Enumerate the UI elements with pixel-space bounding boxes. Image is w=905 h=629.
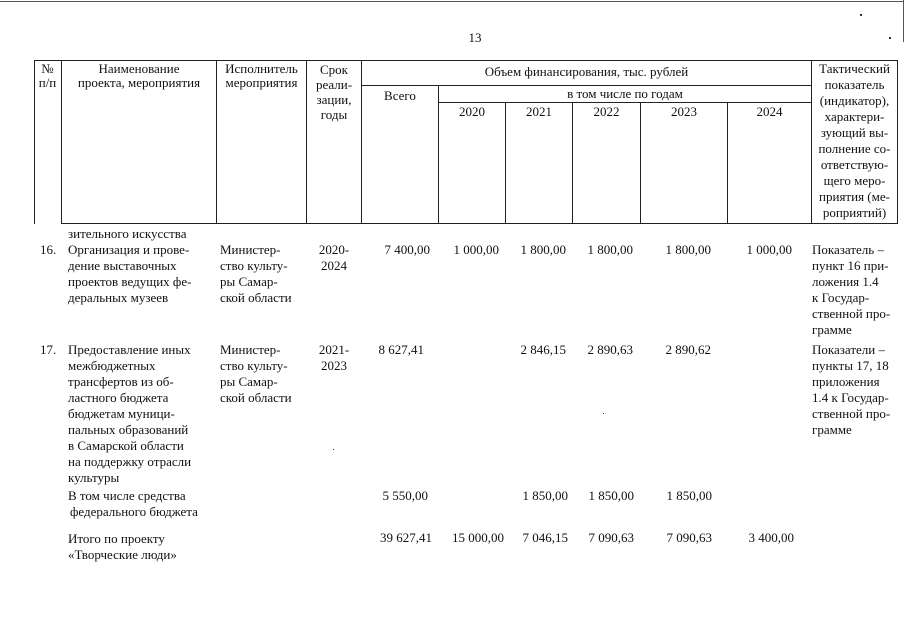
header-period [307, 62, 361, 122]
row-indicator-line: пункты 17, 18 [812, 358, 889, 373]
row-indicator-line: пункт 16 при- [812, 258, 889, 273]
scan-speck [860, 14, 862, 16]
row-name-line: ластного бюджета [68, 390, 169, 405]
row-executor-line: Министер- [220, 242, 281, 257]
scan-top-edge [0, 1, 903, 2]
col-line [505, 102, 506, 224]
header-indicator-line: ответствую- [820, 157, 889, 172]
header-executor-line: мероприятия [225, 75, 298, 90]
header-indicator [812, 61, 897, 221]
row-2023: 2 890,62 [665, 342, 711, 357]
row-name-line: пальных образований [68, 422, 189, 437]
header-num-line: п/п [38, 75, 57, 90]
row-indicator [812, 342, 890, 438]
col-line [897, 60, 898, 224]
row-name-line: Организация и прове- [68, 242, 190, 257]
row-executor-line: ской области [220, 390, 292, 405]
row-name-line: на поддержку отрасли [68, 454, 192, 469]
project-total-2023: 7 090,63 [666, 530, 712, 545]
row-name-line: в Самарской области [68, 438, 184, 453]
header-bottom-border [61, 223, 897, 224]
row-2023: 1 800,00 [665, 242, 711, 257]
scan-speck [603, 413, 604, 414]
header-year-2020: 2020 [459, 104, 485, 119]
row-name-line: проектов ведущих фе- [68, 274, 192, 289]
row-period-line: 2020- [318, 242, 350, 257]
row-name-line: дение выставочных [68, 258, 177, 273]
col-line [640, 102, 641, 224]
row-executor-line: ры Самар- [220, 374, 278, 389]
row-2021: 1 800,00 [520, 242, 566, 257]
federal-2022: 1 850,00 [588, 488, 634, 503]
row-executor-line: Министер- [220, 342, 281, 357]
row-2022: 1 800,00 [587, 242, 633, 257]
project-total-2022: 7 090,63 [588, 530, 634, 545]
header-indicator-line: (индикатор), [819, 93, 890, 108]
row-indicator-line: Показатели – [812, 342, 885, 357]
row-name [68, 242, 191, 306]
federal-name-line: В том числе средства [68, 488, 186, 503]
row-indicator-line: к Государ- [812, 290, 870, 305]
federal-name [68, 488, 198, 520]
project-total-name-line: «Творческие люди» [68, 547, 177, 562]
row-executor-line: ство культу- [220, 358, 288, 373]
header-num-line: № [41, 61, 54, 76]
project-total-sum: 39 627,41 [380, 530, 432, 545]
row-period-line: 2024 [321, 258, 347, 273]
header-indicator-line: приятия (ме- [819, 189, 890, 204]
header-indicator-line: зующий вы- [820, 125, 889, 140]
row-indicator-line: грамме [812, 422, 852, 437]
row-period [307, 342, 361, 374]
header-name-line: Наименование [98, 61, 180, 76]
row-indicator-line: ственной про- [812, 406, 891, 421]
scan-right-edge [903, 0, 904, 42]
header-name-line: проекта, мероприятия [77, 75, 201, 90]
header-period-line: реали- [315, 77, 353, 92]
header-funding: Объем финансирования, тыс. рублей [484, 64, 689, 79]
scan-speck [333, 449, 334, 450]
row-executor-line: ство культу- [220, 258, 288, 273]
header-by-years: в том числе по годам [567, 86, 683, 101]
row-name-line: Предоставление иных [68, 342, 191, 357]
row-name-line: трансфертов из об- [68, 374, 174, 389]
header-year-2023: 2023 [671, 104, 697, 119]
row-executor [220, 342, 292, 406]
row-name-line: деральных музеев [68, 290, 169, 305]
header-period-line: Срок [320, 62, 348, 77]
header-year-2022: 2022 [593, 104, 620, 119]
federal-total: 5 550,00 [382, 488, 428, 503]
header-indicator-line: Тактический [819, 61, 890, 76]
row-indicator [812, 242, 890, 338]
header-indicator-line: показатель [824, 77, 885, 92]
row-name [68, 342, 191, 486]
col-line [727, 102, 728, 224]
continuation-text: зительного искусства [68, 226, 187, 241]
project-total-2020: 15 000,00 [452, 530, 504, 545]
header-executor-line: Исполнитель [225, 61, 298, 76]
row-2021: 2 846,15 [520, 342, 566, 357]
row-2020: 1 000,00 [453, 242, 499, 257]
row-total: 7 400,00 [384, 242, 430, 257]
header-indicator-line: щего меро- [823, 173, 886, 188]
row-indicator-line: приложения [812, 374, 880, 389]
row-name-line: межбюджетных [68, 358, 156, 373]
header-total: Всего [384, 88, 416, 103]
header-year-2024: 2024 [756, 104, 783, 119]
row-num: 17. [40, 342, 57, 357]
federal-name-line: федерального бюджета [70, 504, 198, 519]
row-indicator-line: 1.4 к Государ- [812, 390, 889, 405]
scan-speck [889, 37, 891, 39]
page-number: 13 [468, 30, 482, 45]
federal-2023: 1 850,00 [666, 488, 712, 503]
row-num: 16. [40, 242, 57, 257]
row-2022: 2 890,63 [587, 342, 633, 357]
header-name [62, 62, 216, 90]
col-line [361, 60, 362, 224]
header-indicator-line: роприятий) [822, 205, 887, 220]
row-indicator-line: Показатель – [812, 242, 884, 257]
header-years-border [438, 102, 811, 103]
row-period-line: 2023 [321, 358, 347, 373]
project-total-name-line: Итого по проекту [68, 531, 165, 546]
row-name-line: культуры [68, 470, 120, 485]
row-indicator-line: ственной про- [812, 306, 891, 321]
row-total: 8 627,41 [378, 342, 424, 357]
federal-2021: 1 850,00 [522, 488, 568, 503]
header-indicator-line: характери- [824, 109, 885, 124]
row-indicator-line: грамме [812, 322, 852, 337]
header-indicator-line: полнение со- [818, 141, 891, 156]
row-indicator-line: ложения 1.4 [812, 274, 879, 289]
row-2024: 1 000,00 [746, 242, 792, 257]
project-total-2021: 7 046,15 [522, 530, 568, 545]
header-num [34, 62, 61, 90]
row-executor-line: ской области [220, 290, 292, 305]
row-name-line: бюджетам муници- [68, 406, 175, 421]
row-executor-line: ры Самар- [220, 274, 278, 289]
header-executor [217, 62, 306, 90]
header-period-line: годы [320, 107, 348, 122]
project-total-2024: 3 400,00 [748, 530, 794, 545]
project-total-name [68, 531, 177, 563]
row-period-line: 2021- [318, 342, 350, 357]
header-year-2021: 2021 [526, 104, 552, 119]
col-line [572, 102, 573, 224]
row-period [307, 242, 361, 274]
header-period-line: зации, [316, 92, 352, 107]
row-executor [220, 242, 292, 306]
